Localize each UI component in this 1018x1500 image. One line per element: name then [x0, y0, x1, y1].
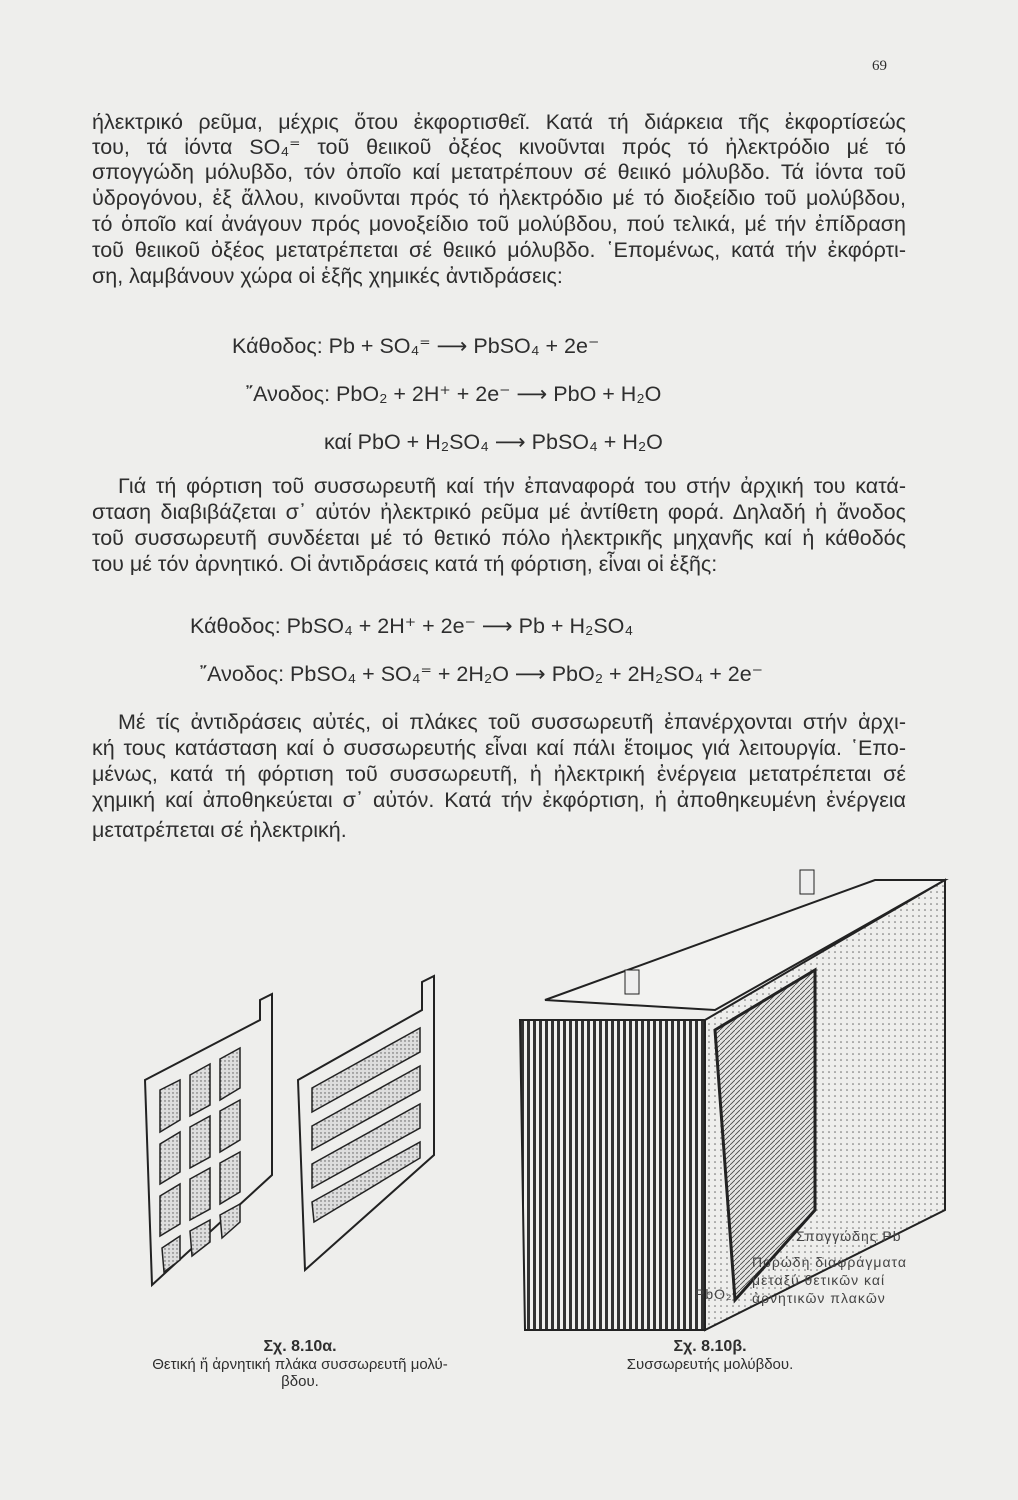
equation-discharge-anode: ῎Ανοδος: PbO₂ + 2H⁺ + 2e⁻ ⟶ PbO + H₂O	[246, 382, 662, 406]
text-line: σπογγώδη μόλυβδο, τόν ὁποῖο καί μετατρέπουν σέ θειικό μόλυβδο. Τά ἰόντα τοῦ	[92, 160, 906, 184]
text-line: ση, λαμβάνουν χώρα οἱ ἑξῆς χημικές ἀντιδράσεις:	[92, 264, 563, 288]
figure-a-number: Σχ. 8.10α.	[263, 1338, 337, 1355]
figure-a-caption	[100, 1338, 500, 1390]
figure-b-number: Σχ. 8.10β.	[673, 1338, 747, 1355]
text-line: του, τά ἰόντα SO₄⁼ τοῦ θειικοῦ ὀξέος κινοῦνται πρός τό ἠλεκτρόδιο μέ τό	[92, 135, 906, 159]
figure-plates-illustration	[140, 960, 440, 1300]
text-line: μετατρέπεται σέ ἠλεκτρική.	[92, 818, 347, 842]
label-porous-separators-3: ἀρνητικῶν πλακῶν	[752, 1290, 886, 1306]
text-line: Γιά τή φόρτιση τοῦ συσσωρευτῆ καί τήν ἐπαναφορά του στήν ἀρχική του κατά-	[118, 474, 906, 498]
label-porous-separators-2: μεταξύ θετικῶν καί	[752, 1272, 886, 1288]
text-line: κή τους κατάσταση καί ὁ συσσωρευτής εἶναι καί πάλι ἕτοιμος γιά λειτουργία. ῾Επο-	[92, 736, 906, 760]
equation-discharge-cathode: Κάθοδος: Pb + SO₄⁼ ⟶ PbSO₄ + 2e⁻	[232, 334, 600, 358]
label-porous-separators-1: Πορώδη διαφράγματα	[752, 1254, 907, 1270]
label-spongy-lead: Σπογγώδης Pb	[796, 1228, 902, 1244]
figure-a-caption-line: Θετική ἤ ἀρνητική πλάκα συσσωρευτῆ μολύ-	[152, 1356, 448, 1373]
page-number: 69	[872, 58, 887, 74]
text-line: χημική καί ἀποθηκεύεται σ᾽ αὐτόν. Κατά τήν ἐκφόρτιση, ἡ ἀποθηκευμένη ἐνέργεια	[92, 788, 906, 812]
text-line: μένως, κατά τή φόρτιση τοῦ συσσωρευτῆ, ἡ ἠλεκτρική ἐνέργεια μετατρέπεται σέ	[92, 762, 906, 786]
text-line: ὑδρογόνου, ἐξ ἄλλου, κινοῦνται πρός τό ἠλεκτρόδιο μέ τό διοξείδιο τοῦ μολύβδου,	[92, 186, 906, 210]
figure-a-caption-line: βδου.	[281, 1373, 319, 1390]
text-line: σταση διαβιβάζεται σ᾽ αὐτόν ἠλεκτρικό ρεῦμα μέ ἀντίθετη φορά. Δηλαδή ἡ ἄνοδος	[92, 500, 906, 524]
text-line: τοῦ συσσωρευτῆ συνδέεται μέ τό θετικό πόλο ἠλεκτρικῆς μηχανῆς καί ἡ κάθοδός	[92, 526, 906, 550]
figure-b-caption	[560, 1338, 860, 1373]
equation-charge-cathode: Κάθοδος: PbSO₄ + 2H⁺ + 2e⁻ ⟶ Pb + H₂SO₄	[190, 614, 634, 638]
text-line: Μέ τίς ἀντιδράσεις αὐτές, οἱ πλάκες τοῦ συσσωρευτῆ ἐπανέρχονται στήν ἀρχι-	[118, 710, 906, 734]
label-pbo2: PbO₂	[695, 1286, 733, 1302]
text-line: ήλεκτρικό ρεῦμα, μέχρις ὅτου ἐκφορτισθεῖ. Κατά τή διάρκεια τῆς ἐκφορτίσεώς	[92, 110, 906, 134]
text-line: τοῦ θειικοῦ ὀξέος μετατρέπεται σέ θειικό μόλυβδο. ῾Επομένως, κατά τήν ἐκφόρτι-	[92, 238, 906, 262]
equation-charge-anode: ῎Ανοδος: PbSO₄ + SO₄⁼ + 2H₂O ⟶ PbO₂ + 2H₂SO₄ + 2e⁻	[200, 662, 764, 686]
text-line: του μέ τόν ἀρνητικό. Οἱ ἀντιδράσεις κατά τή φόρτιση, εἶναι οἱ ἑξῆς:	[92, 552, 718, 576]
figure-b-caption-text: Συσσωρευτής μολύβδου.	[626, 1356, 794, 1373]
text-line: τό ὁποῖο καί ἀνάγουν πρός μονοξείδιο τοῦ μολύβδου, πού τελικά, μέ τήν ἐπίδραση	[92, 212, 906, 236]
equation-discharge-anode-2: καί PbO + H₂SO₄ ⟶ PbSO₄ + H₂O	[324, 430, 663, 454]
